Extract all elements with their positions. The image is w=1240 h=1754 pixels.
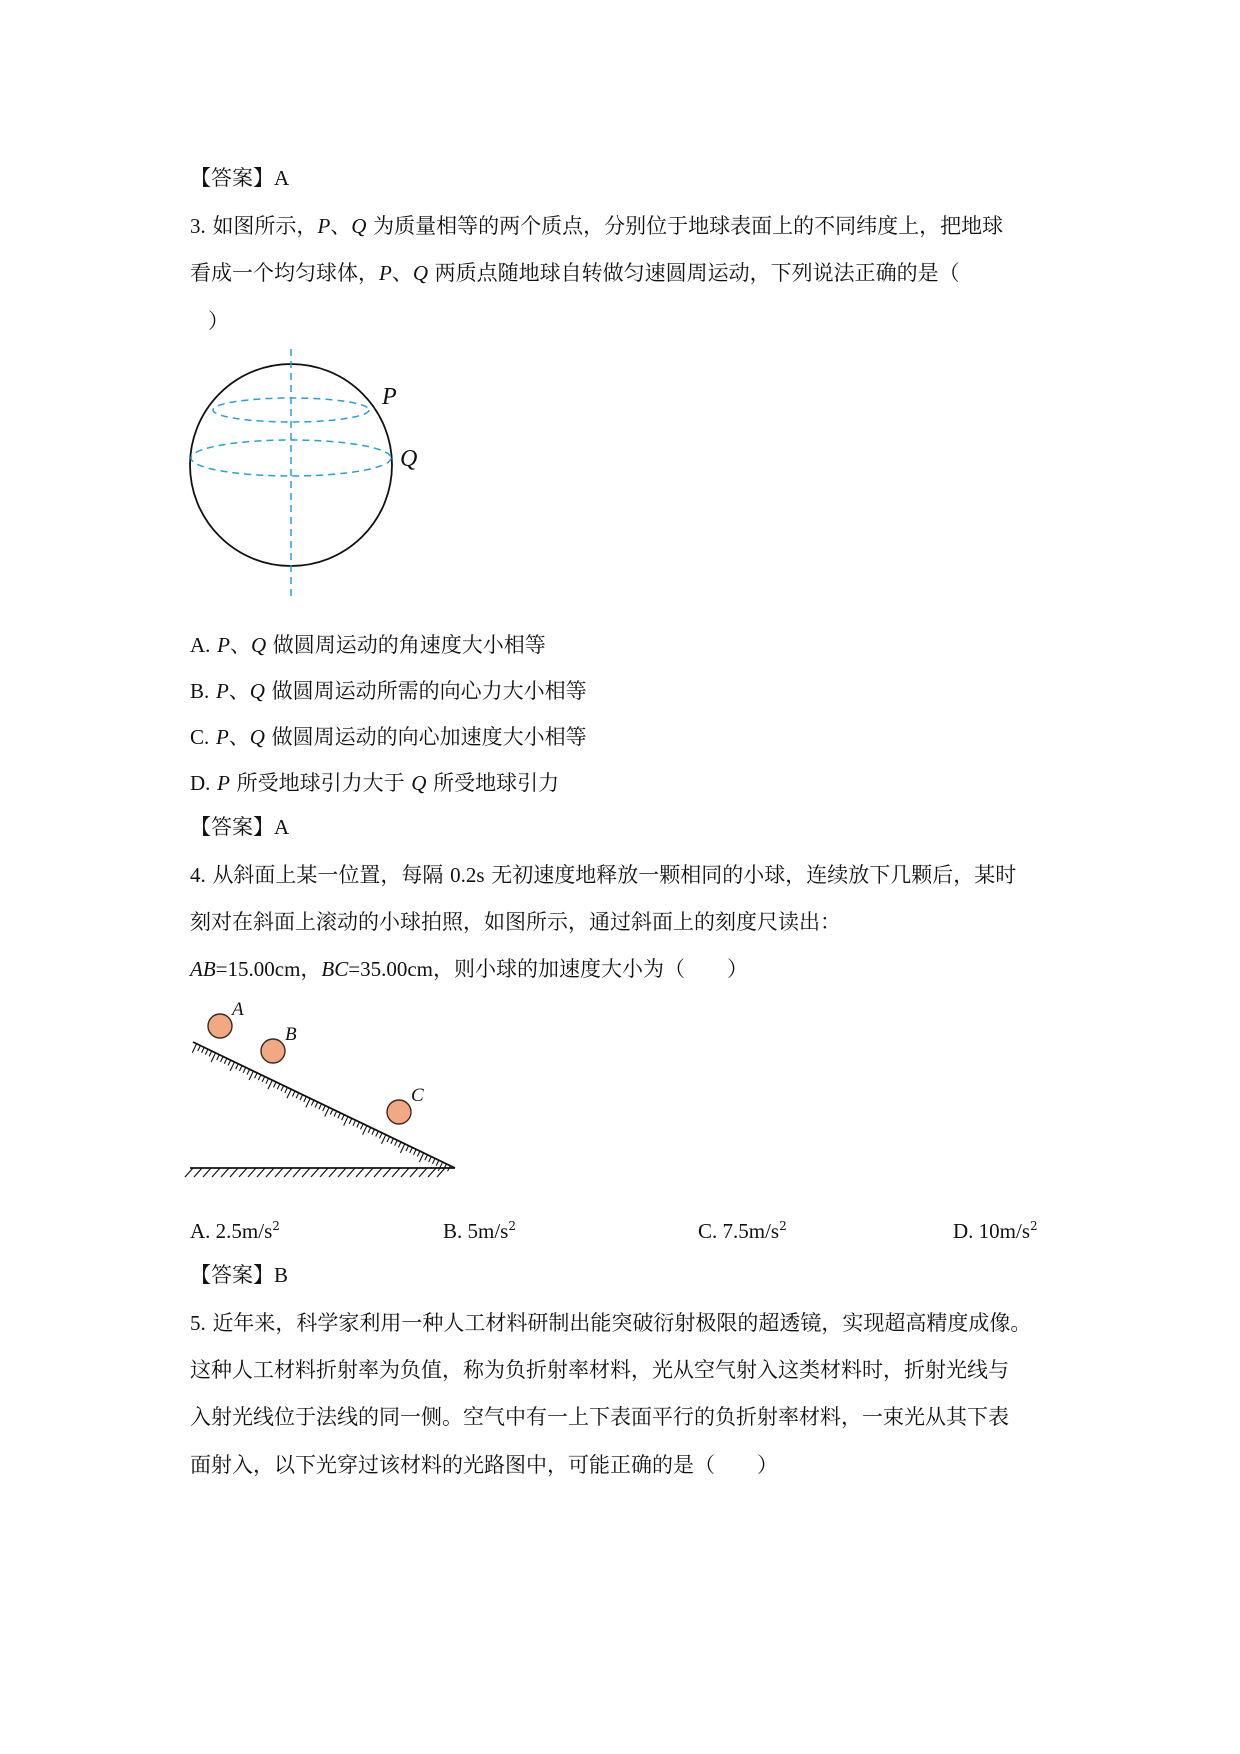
q5-line-1 xyxy=(190,1308,1031,1338)
var-p: P xyxy=(215,725,229,749)
q3-text: 看成一个均匀球体， xyxy=(190,261,379,285)
ball-c xyxy=(387,1100,411,1124)
label-b: B xyxy=(285,1024,297,1045)
sep: 、 xyxy=(391,261,413,285)
var-p: P xyxy=(215,679,229,703)
option-text: 做圆周运动的角速度大小相等 xyxy=(266,633,546,657)
q4-option-d xyxy=(953,1216,1038,1246)
var-q: Q xyxy=(249,679,265,703)
label-q: Q xyxy=(400,446,418,472)
ball-b xyxy=(261,1039,285,1063)
answer-q2 xyxy=(190,163,289,193)
q5-line-4: 面射入，以下光穿过该材料的光路图中，可能正确的是（ ） xyxy=(190,1453,778,1477)
q3-option-d xyxy=(190,768,559,798)
q3-option-c xyxy=(190,722,587,752)
q5-line-3: 入射光线位于法线的同一侧。空气中有一上下表面平行的负折射率材料，一束光从其下表 xyxy=(190,1405,1009,1429)
sep: 、 xyxy=(330,214,352,238)
q3-option-b xyxy=(190,676,587,706)
option-text: B. 5m/s xyxy=(443,1219,509,1243)
option-sup: 2 xyxy=(779,1219,787,1233)
option-text: 做圆周运动的向心加速度大小相等 xyxy=(264,725,587,749)
q4-option-a xyxy=(190,1216,280,1246)
answer-value: A xyxy=(274,815,290,839)
label-a: A xyxy=(232,999,244,1020)
sep: 、 xyxy=(228,725,250,749)
ball-a xyxy=(208,1014,232,1038)
q5-number: 5. xyxy=(190,1311,206,1335)
q4-line-2: 刻对在斜面上滚动的小球拍照，如图所示，通过斜面上的刻度尺读出： xyxy=(190,910,841,934)
answer-label: 【答案】 xyxy=(190,166,274,190)
q3-option-a xyxy=(190,630,546,660)
option-text: C. 7.5m/s xyxy=(698,1219,780,1243)
sep: 、 xyxy=(228,679,250,703)
answer-q4 xyxy=(190,1260,288,1290)
option-letter: C. xyxy=(190,725,210,749)
option-text: D. 10m/s xyxy=(953,1219,1031,1243)
earth-figure xyxy=(180,345,440,595)
answer-label: 【答案】 xyxy=(190,815,274,839)
answer-label: 【答案】 xyxy=(190,1263,274,1287)
var-p: P xyxy=(217,771,230,795)
q4-line-1 xyxy=(190,860,1016,890)
q3-text: 如图所示， xyxy=(212,214,318,238)
ruler-ticks xyxy=(192,1044,450,1171)
label-c: C xyxy=(411,1085,424,1106)
q3-line-3: ） xyxy=(208,309,229,333)
ab-value: =15.00cm， xyxy=(215,957,322,981)
q4-number: 4. xyxy=(190,863,206,887)
answer-q3 xyxy=(190,812,289,842)
var-bc: BC xyxy=(321,957,349,981)
q4-text: 从斜面上某一位置，每隔 xyxy=(212,863,451,887)
var-p: P xyxy=(317,214,331,238)
option-sup: 2 xyxy=(1030,1219,1038,1233)
answer-value: A xyxy=(274,166,290,190)
q4-option-c xyxy=(698,1216,787,1246)
var-q: Q xyxy=(412,261,428,285)
q5-line-2: 这种人工材料折射率为负值，称为负折射率材料，光从空气射入这类材料时，折射光线与 xyxy=(190,1358,1009,1382)
option-sup: 2 xyxy=(272,1219,280,1233)
var-q: Q xyxy=(249,725,265,749)
var-q: Q xyxy=(411,771,427,795)
q4-text: 则小球的加速度大小为（ ） xyxy=(454,957,748,981)
q3-text: 为质量相等的两个质点，分别位于地球表面上的不同纬度上，把地球 xyxy=(366,214,1004,238)
answer-value: B xyxy=(274,1263,289,1287)
q4-line-3 xyxy=(190,954,748,984)
q3-text: 两质点随地球自转做匀速圆周运动，下列说法正确的是（ xyxy=(428,261,960,285)
q4-option-b xyxy=(443,1216,516,1246)
var-p: P xyxy=(217,633,230,657)
q3-number: 3. xyxy=(190,214,206,238)
option-text: 做圆周运动所需的向心力大小相等 xyxy=(264,679,587,703)
option-sup: 2 xyxy=(508,1219,516,1233)
option-letter: A. xyxy=(190,633,211,657)
option-letter: D. xyxy=(190,771,211,795)
option-text: 所受地球引力大于 xyxy=(229,771,412,795)
bc-value: =35.00cm， xyxy=(348,957,454,981)
option-text: 所受地球引力 xyxy=(426,771,560,795)
sep: 、 xyxy=(229,633,251,657)
q3-line-1 xyxy=(190,211,1003,241)
option-letter: B. xyxy=(190,679,210,703)
label-p: P xyxy=(382,384,397,410)
var-ab: AB xyxy=(190,957,216,981)
var-q: Q xyxy=(250,633,267,657)
ground-hatch xyxy=(185,1168,445,1177)
q3-line-2 xyxy=(190,258,960,288)
q5-text: 近年来，科学家利用一种人工材料研制出能突破衍射极限的超透镜，实现超高精度成像。 xyxy=(212,1311,1032,1335)
q4-text: 无初速度地释放一颗相同的小球，连续放下几颗后，某时 xyxy=(484,863,1017,887)
option-text: A. 2.5m/s xyxy=(190,1219,273,1243)
var-q: Q xyxy=(351,214,367,238)
incline-figure xyxy=(185,1000,465,1190)
var-p: P xyxy=(379,261,392,285)
q4-interval: 0.2s xyxy=(450,863,485,887)
